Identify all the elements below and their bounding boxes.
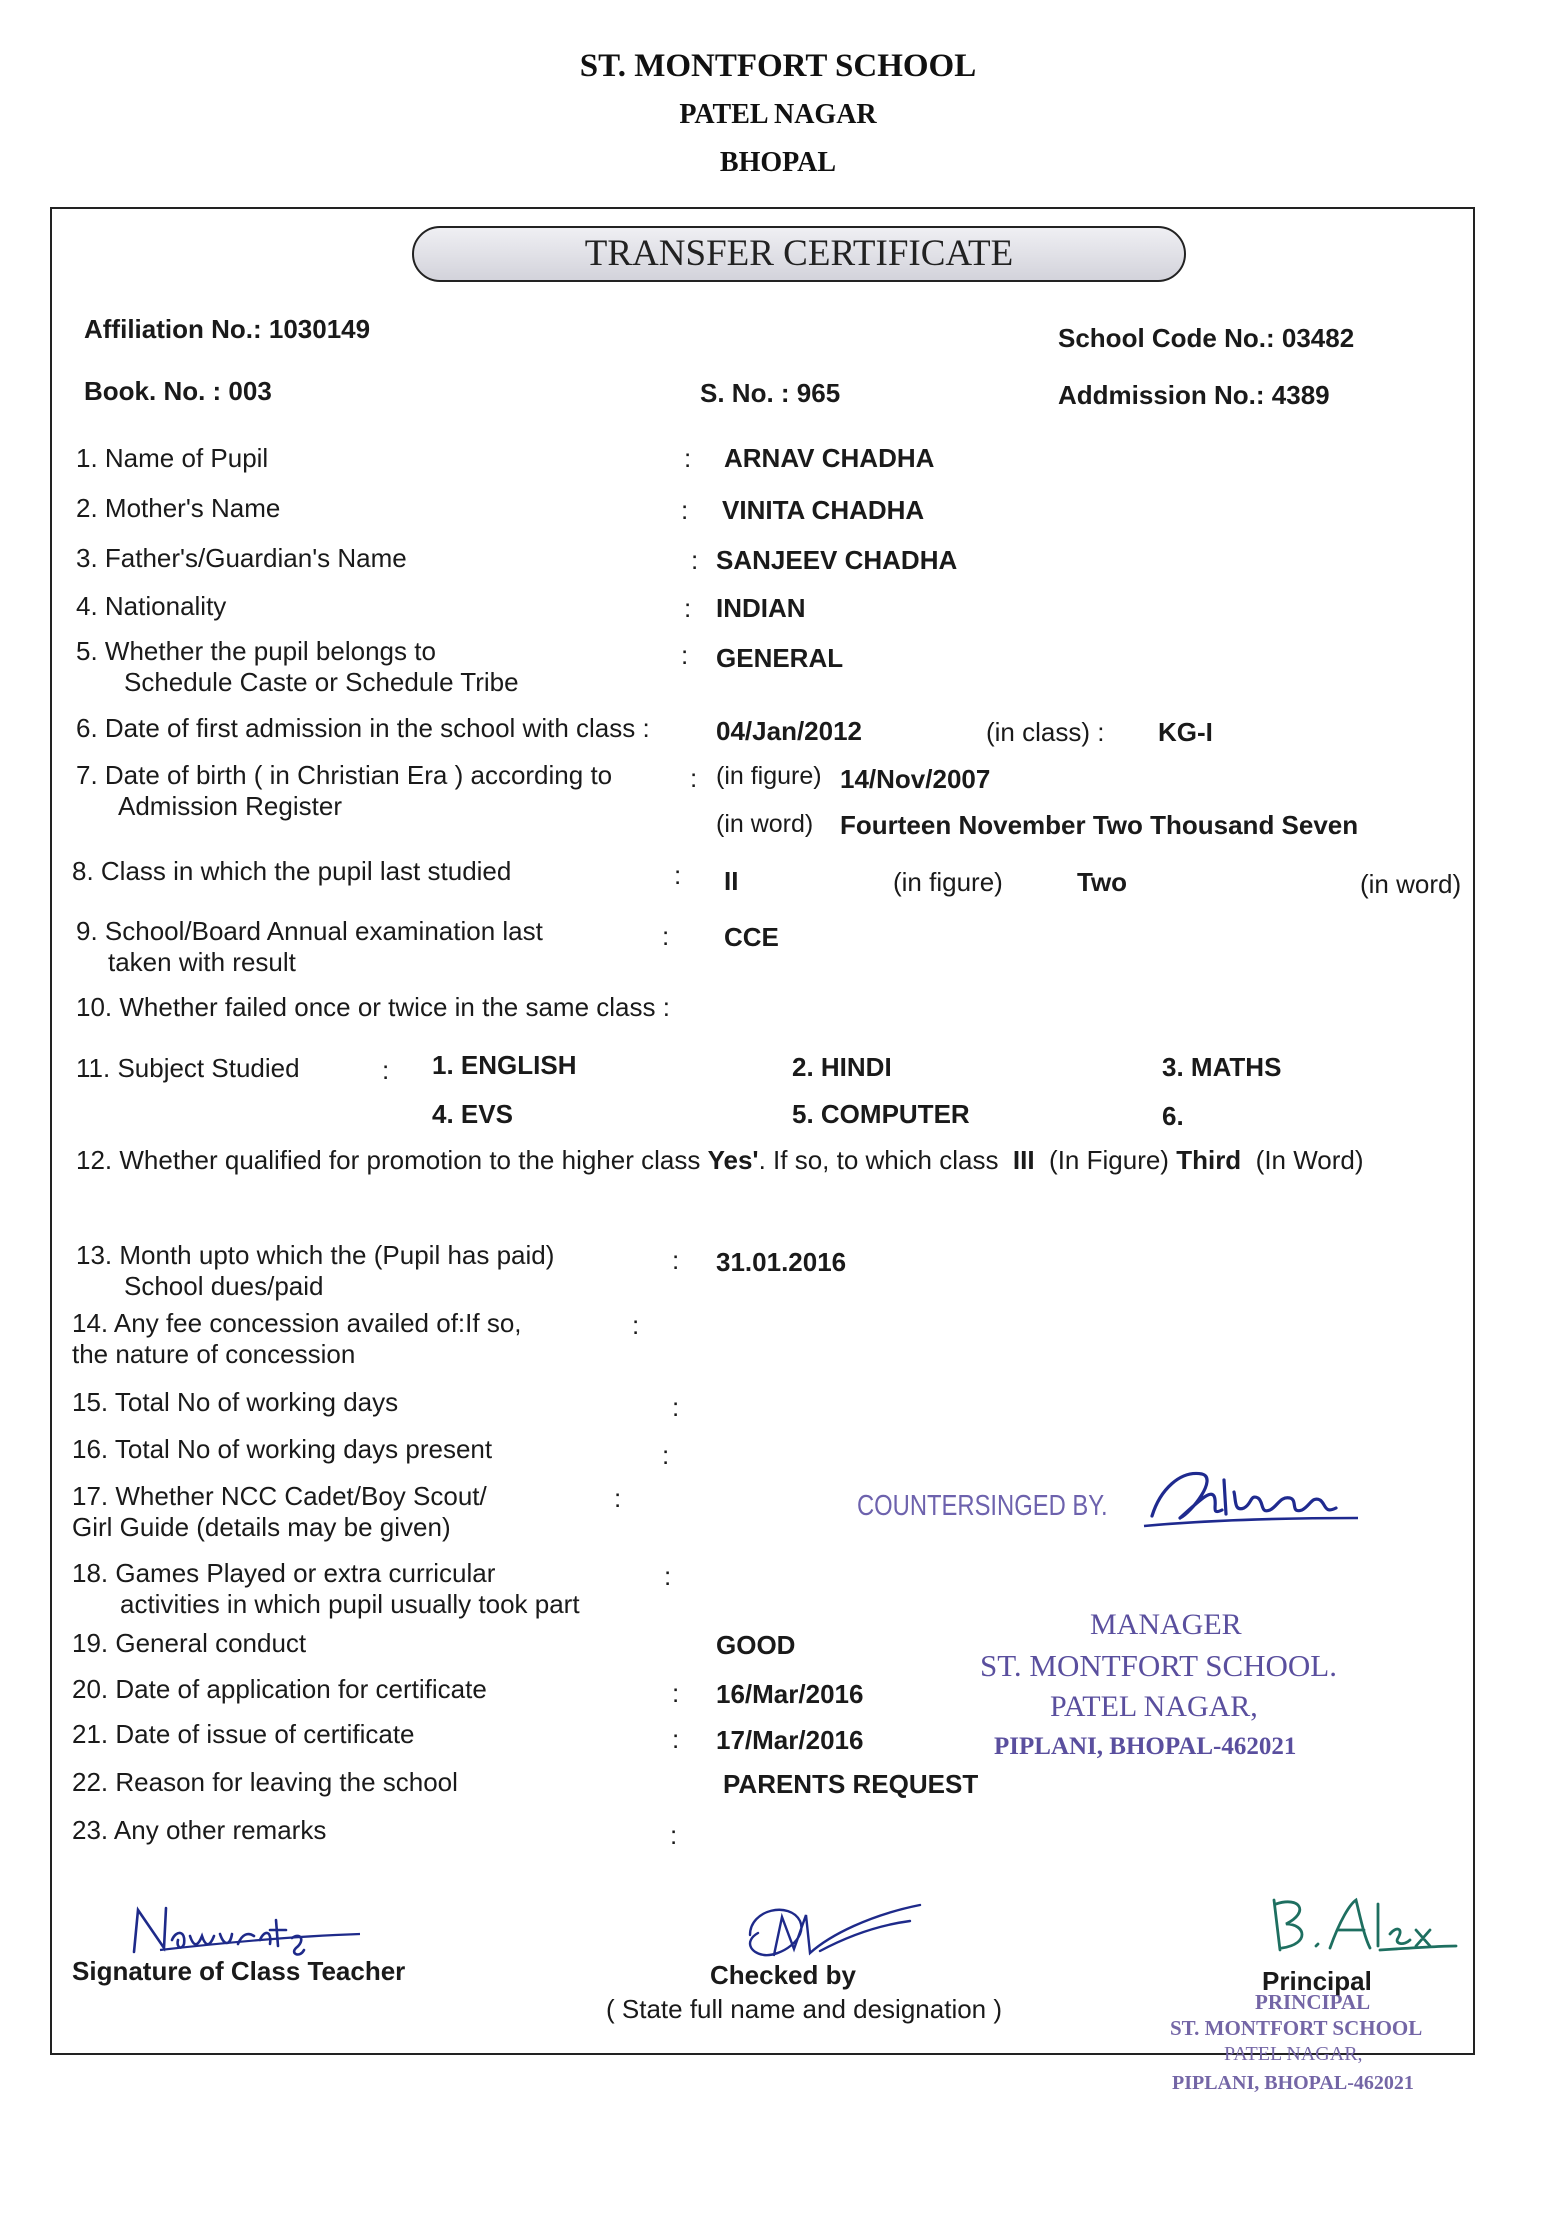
school-locality: PATEL NAGAR bbox=[679, 99, 877, 130]
item-18-label: 18. Games Played or extra curricular bbox=[72, 1558, 496, 1588]
leaving-reason: PARENTS REQUEST bbox=[723, 1769, 979, 1799]
certificate-title: TRANSFER CERTIFICATE bbox=[584, 233, 1014, 274]
dob-figure: 14/Nov/2007 bbox=[840, 764, 991, 794]
item-12-mid: . If so, to which class bbox=[758, 1145, 999, 1175]
school-code: School Code No.: 03482 bbox=[1058, 323, 1355, 353]
promotion-figure-label: (In Figure) bbox=[1049, 1145, 1169, 1175]
principal-label: Principal bbox=[1262, 1966, 1372, 1996]
item-3-colon: : bbox=[691, 545, 699, 575]
item-23-label: 23. Any other remarks bbox=[72, 1815, 327, 1845]
item-20-colon: : bbox=[672, 1678, 680, 1708]
item-16-label: 16. Total No of working days present bbox=[72, 1434, 493, 1464]
item-18-label-2: activities in which pupil usually took part bbox=[120, 1589, 580, 1619]
checked-by-note: ( State full name and designation ) bbox=[606, 1994, 1003, 2024]
item-2-label: 2. Mother's Name bbox=[76, 493, 281, 523]
item-5-colon: : bbox=[681, 640, 689, 670]
application-date: 16/Mar/2016 bbox=[716, 1679, 864, 1709]
manager-signature bbox=[1140, 1460, 1360, 1540]
item-12 bbox=[76, 1145, 1364, 1176]
pupil-name: ARNAV CHADHA bbox=[724, 443, 935, 473]
school-city: BHOPAL bbox=[719, 147, 837, 178]
issue-date: 17/Mar/2016 bbox=[716, 1725, 864, 1755]
item-14-label: 14. Any fee concession availed of:If so, bbox=[72, 1308, 522, 1338]
item-13-label-2: School dues/paid bbox=[124, 1271, 324, 1301]
item-3-label: 3. Father's/Guardian's Name bbox=[76, 543, 407, 573]
promotion-word-label: (In Word) bbox=[1255, 1145, 1364, 1175]
first-admission-date: 04/Jan/2012 bbox=[716, 716, 863, 746]
item-16-colon: : bbox=[662, 1440, 670, 1470]
item-19-label: 19. General conduct bbox=[72, 1628, 307, 1658]
item-18-colon: : bbox=[664, 1561, 672, 1591]
stamp-locality: PATEL NAGAR, bbox=[1050, 1690, 1258, 1723]
item-9-colon: : bbox=[662, 921, 670, 951]
item-21-label: 21. Date of issue of certificate bbox=[72, 1719, 415, 1749]
item-5-label: 5. Whether the pupil belongs to bbox=[76, 636, 436, 666]
countersigned-stamp: COUNTERSINGED BY. bbox=[857, 1490, 1108, 1522]
checked-by-label: Checked by bbox=[710, 1960, 856, 1990]
class-teacher-signature bbox=[120, 1900, 370, 1960]
principal-stamp-school: ST. MONTFORT SCHOOL bbox=[1170, 2016, 1423, 2040]
item-17-colon: : bbox=[614, 1483, 622, 1513]
item-14-label-2: the nature of concession bbox=[72, 1339, 356, 1369]
subject-2: 2. HINDI bbox=[792, 1052, 892, 1082]
item-20-label: 20. Date of application for certificate bbox=[72, 1674, 487, 1704]
item-6-label: 6. Date of first admission in the school with class : bbox=[76, 713, 650, 743]
subject-6: 6. bbox=[1162, 1101, 1184, 1131]
stamp-address: PIPLANI, BHOPAL-462021 bbox=[994, 1733, 1297, 1760]
item-10-label: 10. Whether failed once or twice in the same class : bbox=[76, 992, 670, 1022]
caste-category: GENERAL bbox=[716, 643, 844, 673]
promotion-answer: Yes' bbox=[707, 1145, 759, 1175]
school-name: ST. MONTFORT SCHOOL bbox=[579, 48, 977, 84]
item-1-colon: : bbox=[684, 443, 692, 473]
item-8-label: 8. Class in which the pupil last studied bbox=[72, 856, 512, 886]
item-9-label: 9. School/Board Annual examination last bbox=[76, 916, 543, 946]
admission-no: Addmission No.: 4389 bbox=[1058, 380, 1330, 410]
last-class-figure-label: (in figure) bbox=[893, 867, 1003, 897]
affiliation-no: Affiliation No.: 1030149 bbox=[84, 314, 371, 344]
dob-word-label: (in word) bbox=[716, 810, 814, 838]
last-class-figure: II bbox=[724, 866, 739, 896]
book-no: Book. No. : 003 bbox=[84, 376, 272, 406]
dob-words: Fourteen November Two Thousand Seven bbox=[840, 810, 1359, 840]
item-9-label-2: taken with result bbox=[108, 947, 296, 977]
item-13-colon: : bbox=[672, 1245, 680, 1275]
mother-name: VINITA CHADHA bbox=[722, 495, 925, 525]
serial-no: S. No. : 965 bbox=[700, 378, 841, 408]
item-14-colon: : bbox=[632, 1310, 640, 1340]
item-8-colon: : bbox=[674, 860, 682, 890]
subject-5: 5. COMPUTER bbox=[792, 1099, 970, 1129]
principal-stamp-title: PRINCIPAL bbox=[1255, 1990, 1371, 2014]
item-7-colon: : bbox=[690, 763, 698, 793]
item-7-label-2: Admission Register bbox=[118, 791, 342, 821]
last-class-word-label: (in word) bbox=[1360, 869, 1462, 899]
in-class-label: (in class) : bbox=[986, 717, 1105, 747]
item-1-label: 1. Name of Pupil bbox=[76, 443, 269, 473]
stamp-school: ST. MONTFORT SCHOOL. bbox=[980, 1648, 1337, 1683]
principal-signature bbox=[1260, 1890, 1460, 1970]
principal-stamp-locality: PATEL NAGAR, bbox=[1224, 2043, 1363, 2065]
father-name: SANJEEV CHADHA bbox=[716, 545, 958, 575]
item-21-colon: : bbox=[672, 1724, 680, 1754]
general-conduct: GOOD bbox=[716, 1630, 796, 1660]
stamp-manager: MANAGER bbox=[1090, 1608, 1242, 1641]
subject-4: 4. EVS bbox=[432, 1099, 513, 1129]
item-13-label: 13. Month upto which the (Pupil has paid) bbox=[76, 1240, 555, 1270]
class-teacher-label: Signature of Class Teacher bbox=[72, 1956, 406, 1986]
item-23-colon: : bbox=[670, 1820, 678, 1850]
item-4-label: 4. Nationality bbox=[76, 591, 227, 621]
principal-stamp-address: PIPLANI, BHOPAL-462021 bbox=[1172, 2072, 1414, 2094]
item-15-label: 15. Total No of working days bbox=[72, 1387, 399, 1417]
item-17-label: 17. Whether NCC Cadet/Boy Scout/ bbox=[72, 1481, 487, 1511]
dob-figure-label: (in figure) bbox=[716, 762, 822, 790]
item-2-colon: : bbox=[681, 495, 689, 525]
promotion-class-figure: III bbox=[1012, 1145, 1035, 1175]
subject-3: 3. MATHS bbox=[1162, 1052, 1282, 1082]
last-class-word: Two bbox=[1077, 867, 1128, 897]
dues-paid-month: 31.01.2016 bbox=[716, 1247, 847, 1277]
item-17-label-2: Girl Guide (details may be given) bbox=[72, 1512, 451, 1542]
item-7-label: 7. Date of birth ( in Christian Era ) according to bbox=[76, 760, 613, 790]
subject-1: 1. ENGLISH bbox=[432, 1050, 577, 1080]
item-11-colon: : bbox=[382, 1055, 390, 1085]
item-11-label: 11. Subject Studied bbox=[76, 1053, 300, 1083]
admission-class: KG-I bbox=[1158, 717, 1213, 747]
exam-result: CCE bbox=[724, 922, 779, 952]
item-22-label: 22. Reason for leaving the school bbox=[72, 1767, 458, 1797]
nationality: INDIAN bbox=[716, 593, 806, 623]
item-15-colon: : bbox=[672, 1392, 680, 1422]
item-12-label: 12. Whether qualified for promotion to the higher class bbox=[76, 1145, 701, 1175]
promotion-class-word: Third bbox=[1176, 1145, 1242, 1175]
item-5-label-2: Schedule Caste or Schedule Tribe bbox=[124, 667, 519, 697]
item-4-colon: : bbox=[684, 593, 692, 623]
